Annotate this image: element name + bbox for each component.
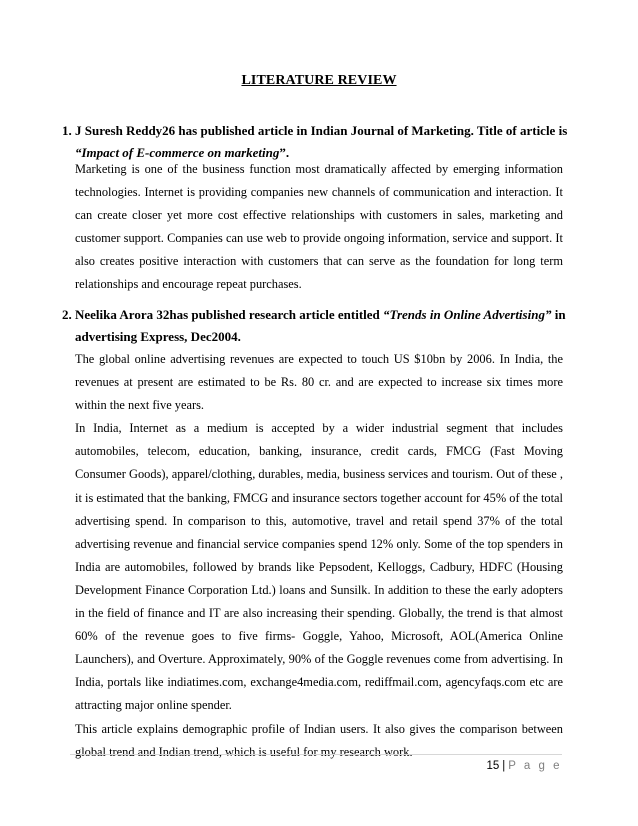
footer-divider: [70, 754, 562, 755]
item-1-heading-text: J Suresh Reddy26 has published article in Indian Journal of Marketing. Title of article is: [75, 123, 568, 138]
item-1-heading-tail: ”.: [279, 145, 290, 160]
page-number: 15: [486, 760, 500, 772]
item-2-article-title: “Trends in Online Advertising”: [383, 307, 552, 322]
item-1-heading-line1: [62, 120, 572, 142]
page-title: LITERATURE REVIEW: [241, 73, 397, 88]
item-2-number: 2.: [62, 307, 72, 322]
item-2-paragraph-1: The global online advertising revenues are expected to touch US $10bn by 2006. In India, the revenues at present are estimated to be Rs. 80 cr. and are expected to increase six times more within the next five years.: [75, 352, 563, 413]
item-1-body: [75, 158, 563, 297]
item-1-article-title: “Impact of E-commerce on marketing: [75, 145, 280, 160]
item-2-heading-line2: advertising Express, Dec2004.: [75, 329, 241, 344]
item-2-heading-pre: Neelika Arora 32has published research article entitled: [75, 307, 384, 322]
item-1-paragraph: Marketing is one of the business function most dramatically affected by emerging information technologies. Internet is providing companies new channels of communication and interaction. It can create closer yet more cost effective relationships with customers in sales, marketing and customer support. Companies can use web to provide ongoing information, service and support. It also creates positive interaction with customers that can serve as the foundation for long term relationships and encourage repeat purchases.: [75, 162, 563, 292]
page-label: P a g e: [508, 760, 562, 772]
footer-separator: |: [502, 760, 506, 772]
item-2-paragraph-3: This article explains demographic profile of Indian users. It also gives the comparison between global trend and Indian trend, which is useful for my research work.: [75, 721, 563, 759]
item-2-body: [75, 348, 563, 764]
item-1-number: 1.: [62, 123, 72, 138]
item-2-heading-line1: [62, 304, 572, 326]
page-footer: [486, 760, 562, 772]
item-2-paragraph-2: In India, Internet as a medium is accepted by a wider industrial segment that includes automobiles, telecom, education, banking, insurance, credit cards, FMCG (Fast Moving Consumer Goods), apparel/clothing, durables, media, business services and tourism. Out of these , it is estimated that the banking, FMCG and insurance sectors together account for 45% of the total advertising spend. In comparison to this, automotive, travel and retail spend 37% of the total advertising revenue and financial service companies spend 12% only. Some of the top spenders in India are automobiles, followed by brands like Pepsodent, Kelloggs, Cadbury, HDFC (Housing Development Finance Corporation Ltd.) loans and Sunsilk. In addition to these the early adopters in the field of finance and IT are also increasing their spending. Globally, the trend is that almost 60% of the revenue goes to five firms- Goggle, Yahoo, Microsoft, AOL(America Online Launchers), and Overture. Approximately, 90% of the Goggle revenues come from advertising. In India, portals like indiatimes.com, exchange4media.com, rediffmail.com, agencyfaqs.com etc are attracting major online spender.: [75, 421, 563, 713]
item-2-heading: [62, 304, 572, 348]
item-2-heading-post: in: [551, 307, 566, 322]
